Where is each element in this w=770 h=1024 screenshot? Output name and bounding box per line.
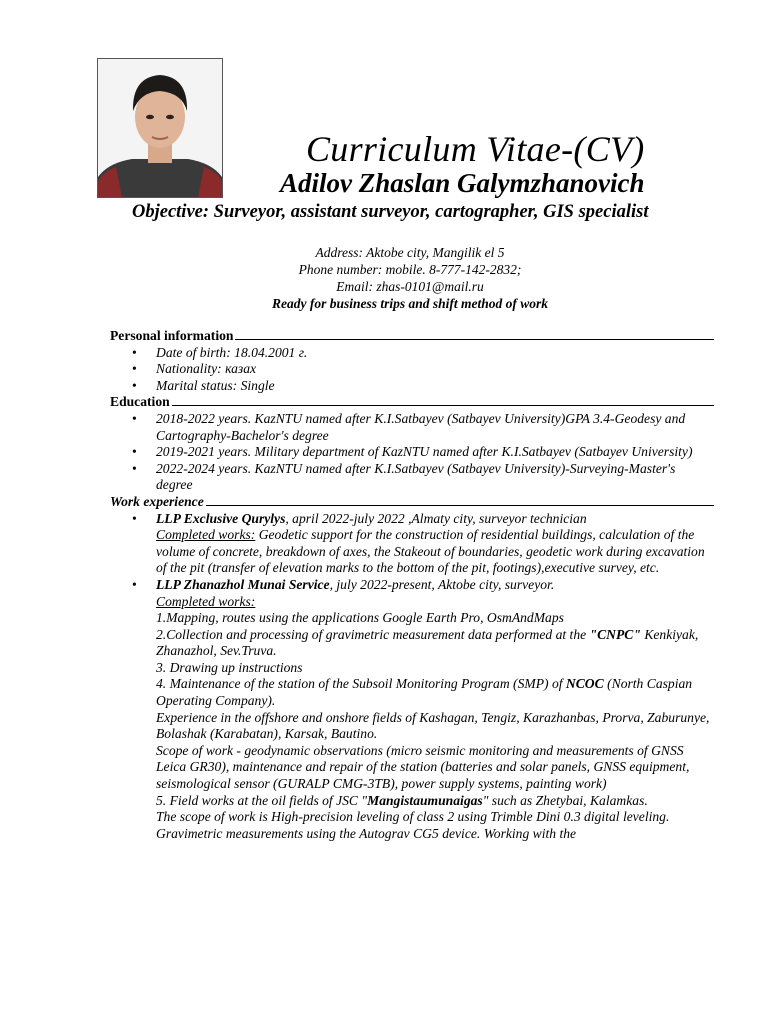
job-company: LLP Zhanazhol Munai Service [156,576,330,592]
job-meta: , july 2022-present, Aktobe city, surveyor. [329,576,555,592]
cv-body [110,328,714,842]
email: Email: zhas-0101@mail.ru [336,279,484,294]
candidate-name: Adilov Zhaslan Galymzhanovich [280,168,645,198]
work-line: The scope of work is High-precision leveling of class 2 using Trimble Dini 0.3 digital leveling. Gravimetric measurements using the Autograv CG5 device. Working with the [156,809,670,841]
list-item: • Nationality: казах [110,361,714,378]
work-line: 5. Field works at the oil fields of JSC "Mangistaumunaigas" such as Zhetybai, Kalamkas. [156,792,648,808]
objective: Objective: Surveyor, assistant surveyor, cartographer, GIS specialist [132,202,649,222]
job-item [110,511,714,577]
work-experience-heading: Work experience [110,494,714,511]
list-item: • 2018-2022 years. KazNTU named after K.I.Satbayev (Satbayev University)GPA 3.4-Geodesy and Cartography-Bachelor's degree [110,411,714,444]
work-line: 4. Maintenance of the station of the Subsoil Monitoring Program (SMP) of NCOC (North Caspian Operating Company). [156,676,693,709]
work-list [110,511,714,843]
job-meta: , april 2022-july 2022 ,Almaty city, surveyor technician [285,510,587,526]
work-line: 2.Collection and processing of gravimetric measurement data performed at the "CNPC" Kenkiyak, Zhanazhol, Sev.Truva. [156,626,699,659]
cv-title: Curriculum Vitae-(CV) [306,129,645,169]
profile-photo [97,58,223,198]
work-line: Experience in the offshore and onshore fields of Kashagan, Tengiz, Karazhanbas, Prorva, Zaburunye, Bolashak (Karabatan), Karsak, Bautino. [156,709,710,742]
education-list [110,411,714,494]
list-item: • Date of birth: 18.04.2001 г. [110,345,714,362]
work-line: 1.Mapping, routes using the applications Google Earth Pro, OsmAndMaps [156,610,564,626]
completed-works-label: Completed works: [156,527,256,543]
personal-info-list [110,345,714,395]
work-line: 3. Drawing up instructions [156,659,303,675]
personal-info-heading: Personal information [110,328,714,345]
work-line: Scope of work - geodynamic observations (micro seismic monitoring and measurements of GNSS Leica GR30), maintenance and repair of the station (batteries and solar panels, GNSS equipment, seismological sensor (GURALP CMG-3TB), power supply systems, painting work) [156,742,690,792]
list-item: • Marital status: Single [110,378,714,395]
education-heading: Education [110,394,714,411]
portrait-image [98,59,222,197]
list-item: • 2022-2024 years. KazNTU named after K.I.Satbayev (Satbayev University)-Surveying-Master's degree [110,461,714,494]
completed-works-label: Completed works: [156,593,256,609]
availability: Ready for business trips and shift method of work [271,296,549,311]
phone: Phone number: mobile. 8-777-142-2832; [298,262,522,277]
contact-block [200,244,620,312]
job-company: LLP Exclusive Qurylys [156,510,286,526]
job-item [110,577,714,843]
completed-works-text: Geodetic support for the construction of residential buildings, calculation of the volume of concrete, breakdown of axes, the Stakeout of boundaries, geodetic work during excavation of the pit (transfer of elevation marks to the bottom of the pit, footings),executive survey, etc. [156,527,705,576]
list-item: • 2019-2021 years. Military department of KazNTU named after K.I.Satbayev (Satbayev University) [110,444,714,461]
address: Address: Aktobe city, Mangilik el 5 [315,245,505,260]
